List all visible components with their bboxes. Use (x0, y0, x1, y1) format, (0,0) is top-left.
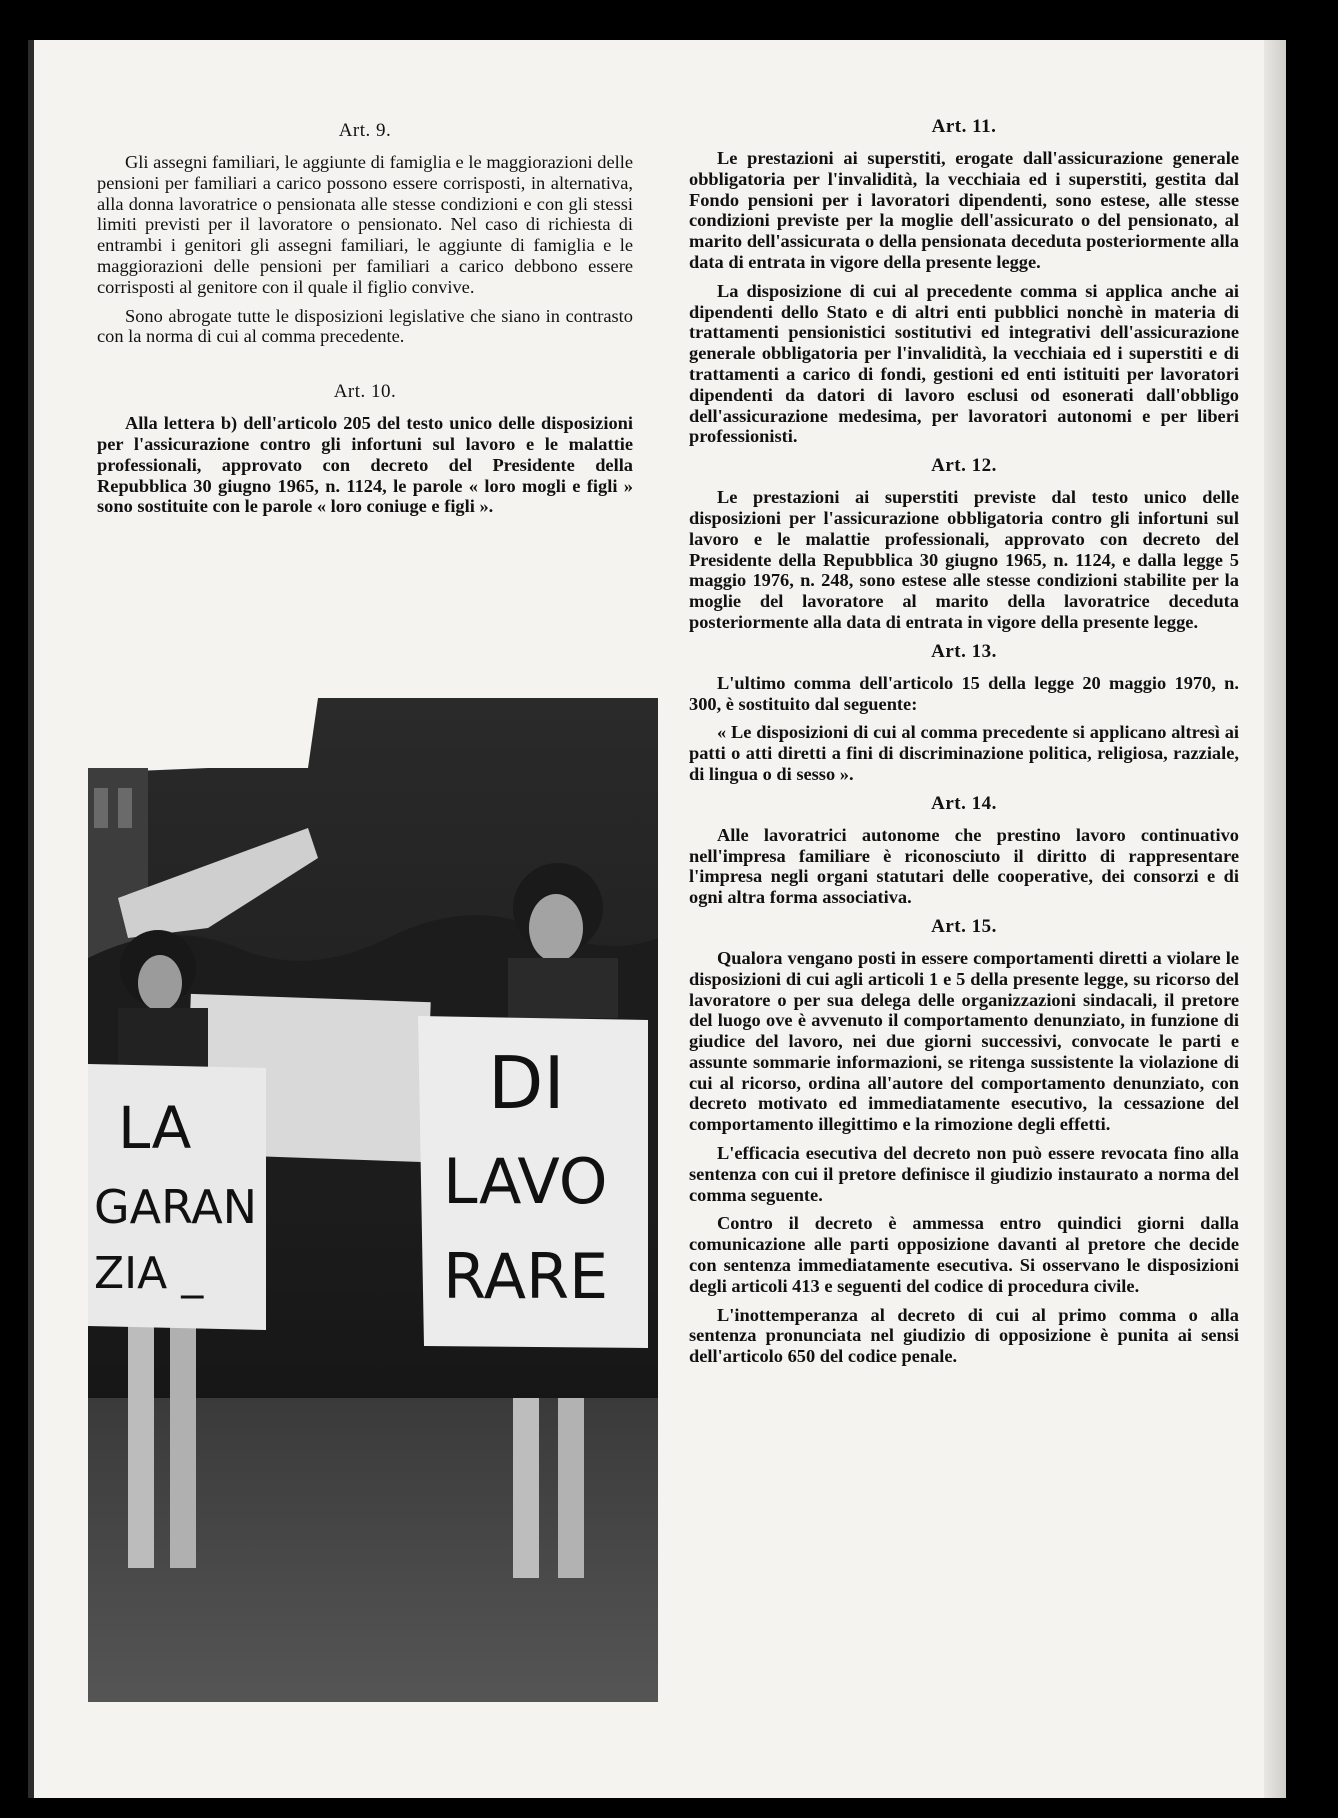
art15-paragraph-4: L'inottemperanza al decreto di cui al primo comma o alla sentenza pronunciata nel giudizio di opposizione è punita ai sensi dell'articolo 650 del codice penale. (689, 1304, 1239, 1367)
art12-heading: Art. 12. (931, 455, 997, 477)
art14-paragraph-1: Alle lavoratrici autonome che prestino lavoro continuativo nell'impresa familiare è riconosciuto il diritto di rappresentare l'impresa negli organi statutari delle cooperative, dei consorzi e di ogni altra forma associativa. (689, 824, 1239, 908)
right-column (689, 116, 1239, 1375)
art11-paragraph-1: Le prestazioni ai superstiti, erogate dall'assicurazione generale obbligatoria per l'invalidità, la vecchiaia ed i superstiti, gestita dal Fondo pensioni per i lavoratori dipendenti, sono estese, alle stesse condizioni previste per la moglie dell'assicurato o del pensionato, al marito dell'assicurata o della pensionata deceduta posteriormente alla data di entrata in vigore della presente legge. (689, 148, 1239, 272)
art11-heading: Art. 11. (931, 116, 997, 137)
protest-photo (88, 698, 658, 1702)
art13-paragraph-2: « Le disposizioni di cui al comma precedente si applicano altresì ai patti o atti diretti a fini di discriminazione politica, religiosa, razziale, di lingua o di sesso ». (689, 722, 1239, 784)
art9-paragraph-2: Sono abrogate tutte le disposizioni legislative che siano in contrasto con la norma di cui al comma precedente. (97, 305, 633, 347)
protest-photo-image (88, 698, 658, 1702)
art10-heading: Art. 10. (333, 381, 397, 403)
art10-paragraph-1: Alla lettera b) dell'articolo 205 del testo unico delle disposizioni per l'assicurazione contro gli infortuni sul lavoro e le malattie professionali, approvato con decreto del Presidente della Repubblica 30 giugno 1965, n. 1124, le parole « loro mogli e figli » sono sostituite con le parole « loro coniuge e figli ». (97, 413, 633, 517)
art15-paragraph-2: L'efficacia esecutiva del decreto non può essere revocata fino alla sentenza con cui il pretore definisce il giudizio instaurato a norma del comma seguente. (689, 1143, 1239, 1205)
art13-paragraph-1: L'ultimo comma dell'articolo 15 della legge 20 maggio 1970, n. 300, è sostituito dal seguente: (689, 672, 1239, 714)
sign-left-line-3: ZIA _ (94, 1248, 204, 1299)
art9-heading: Art. 9. (338, 120, 392, 141)
art15-paragraph-3: Contro il decreto è ammessa entro quindici giorni dalla comunicazione alle parti opposizione davanti al pretore che decide con sentenza immediatamente esecutiva. Si osservano le disposizioni degli articoli 413 e seguenti del codice di procedura civile. (689, 1213, 1239, 1296)
art15-paragraph-1: Qualora vengano posti in essere comportamenti diretti a violare le disposizioni di cui agli articoli 1 e 5 della presente legge, su ricorso del lavoratore o per sua delega delle organizzazioni sindacali, il pretore del luogo ove è avvenuto il comportamento denunziato, in funzione di giudice del lavoro, nei due giorni successivi, convocate le parti e assunte sommarie informazioni, se ritenga sussistente la violazione di cui al ricorso, ordina all'autore del comportamento denunziato, con decreto motivato ed immediatamente esecutivo, la cessazione del comportamento illegittimo e la rimozione degli effetti. (689, 947, 1239, 1135)
left-column (97, 120, 633, 525)
page-edge (1264, 40, 1286, 1798)
art12-paragraph-1: Le prestazioni ai superstiti previste dal testo unico delle disposizioni per l'assicurazione obbligatoria contro gli infortuni sul lavoro e le malattie professionali, approvato con decreto del Presidente della Repubblica 30 giugno 1965, n. 1124, e dalla legge 5 maggio 1976, n. 248, sono estese alle stesse condizioni stabilite per la moglie del lavoratore al marito della lavoratrice deceduta posteriormente alla data di entrata in vigore della presente legge. (689, 487, 1239, 632)
sign-left-line-1: LA (118, 1094, 192, 1162)
art11-paragraph-2: La disposizione di cui al precedente comma si applica anche ai dipendenti dello Stato e di altri enti pubblici nonchè in materia di trattamenti pensionistici sostitutivi ed integrativi dell'assicurazione generale obbligatoria per l'invalidità, la vecchiaia ed i superstiti e di trattamenti a carico di fondi, gestioni ed enti istituiti per lavoratori dipendenti da datori di lavoro esclusi od esonerati dall'obbligo dell'assicurazione medesima, per lavoratori autonomi e per liberi professionisti. (689, 280, 1239, 447)
scan-border-top (0, 0, 1338, 44)
art15-heading: Art. 15. (931, 915, 997, 937)
art13-heading: Art. 13. (931, 640, 997, 662)
sign-right-line-3: RARE (443, 1240, 609, 1313)
art9-paragraph-1: Gli assegni familiari, le aggiunte di famiglia e le maggiorazioni delle pensioni per familiari a carico possono essere corrisposti, in alternativa, alla donna lavoratrice o pensionata alle stesse condizioni e con gli stessi limiti previsti per il lavoratore o pensionato. Nel caso di richiesta di entrambi i genitori gli assegni familiari, le aggiunte di famiglia e le maggiorazioni delle pensioni per familiari a carico debbono essere corrisposti al genitore con il quale il figlio convive. (97, 152, 633, 297)
sign-right-line-1: DI (488, 1041, 565, 1125)
sign-right-line-2: LAVO (443, 1145, 608, 1218)
sign-left-line-2: GARAN (94, 1180, 258, 1234)
art14-heading: Art. 14. (931, 792, 997, 814)
document-page (28, 40, 1286, 1798)
